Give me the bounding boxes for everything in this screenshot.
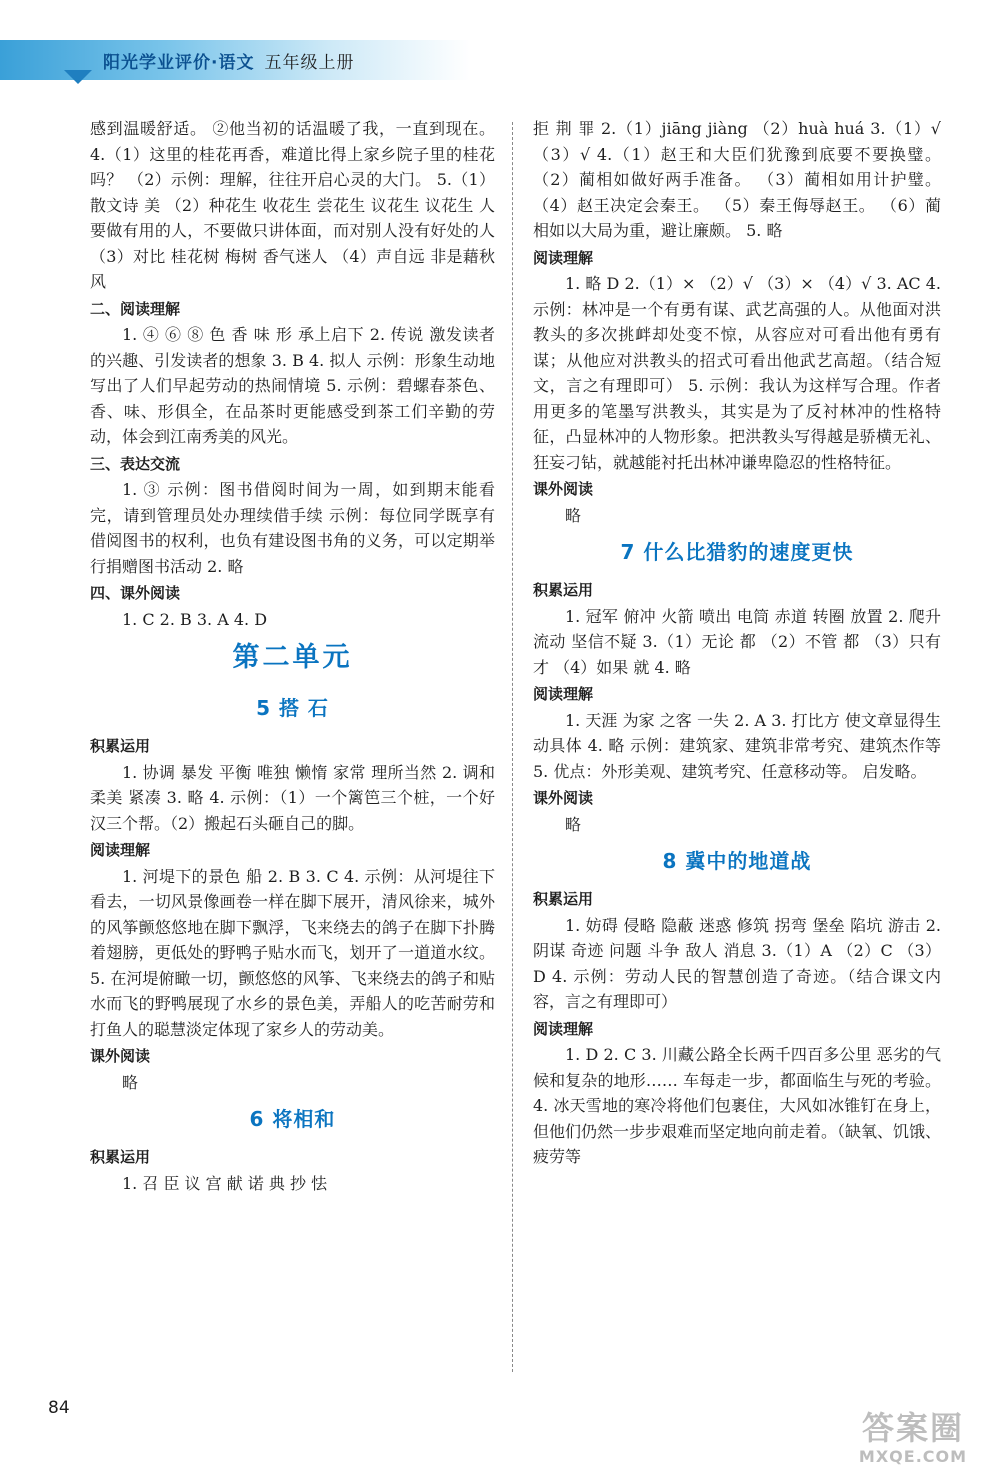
section-heading: 积累运用: [533, 890, 594, 908]
header-title: [103, 48, 354, 73]
answer-paragraph: 1. 协调 暴发 平衡 唯独 懒惰 家常 理所当然 2. 调和 柔美 紧凑 3. 略 4. 示例：（1）一个篱笆三个桩，一个好汉三个帮。（2）搬起石头砸自己的脚。: [90, 762, 495, 833]
lesson-title: 7 什么比猎豹的速度更快: [620, 540, 854, 564]
section-heading: 积累运用: [90, 1148, 151, 1166]
answer-paragraph: 1. 召 臣 议 宫 献 诺 典 抄 怯: [122, 1173, 328, 1193]
right-column: [533, 116, 941, 1170]
lesson-title: 8 冀中的地道战: [662, 849, 812, 873]
section-heading: 积累运用: [533, 581, 594, 599]
watermark-logo: [838, 1408, 988, 1474]
answer-paragraph: 拒 荆 罪 2.（1）jiāng jiàng （2）huà huá 3.（1）√ （3）√ 4.（1）赵王和大臣们犹豫到底要不要换璧。 （2）蔺相如做好两手准备。 （3）蔺相如用计护璧。 （4）赵王决定会秦王。 （5）秦王侮辱赵王。 （6）蔺相如以大局为重，避让廉颇。 5. 略: [533, 119, 941, 240]
section-heading: 阅读理解: [533, 1019, 594, 1038]
answer-paragraph: 1. 天涯 为家 之客 一失 2. A 3. 打比方 使文章显得生动具体 4. 略 示例：建筑家、建筑非常考究、建筑杰作等 5. 优点：外形美观、建筑考究、任意移动等。 启发略。: [533, 710, 941, 781]
answer-paragraph: 略: [565, 505, 582, 525]
section-heading: 四、课外阅读: [90, 584, 181, 602]
left-column: [90, 116, 495, 1196]
watermark-url: MXQE.COM: [858, 1447, 968, 1466]
answer-paragraph: 1. 冠军 俯冲 火箭 喷出 电筒 赤道 转圈 放置 2. 爬升 流动 坚信不疑 3.（1）无论 都 （2）不管 都 （3）只有 才 （4）如果 就 4. 略: [533, 606, 941, 677]
answer-paragraph: 1. C 2. B 3. A 4. D: [122, 609, 268, 629]
header-triangle-icon: [64, 70, 92, 84]
answer-paragraph: 1. 略 D 2.（1）× （2）√ （3）× （4）√ 3. AC 4. 示例：林冲是一个有勇有谋、武艺高强的人。从他面对洪教头的多次挑衅却处变不惊，从容应对可看出他有勇有谋；从他应对洪教头的招式可看出他武艺高超。（结合短文，言之有理即可） 5. 示例：我认为这样写合理。作者用更多的笔墨写洪教头，其实是为了反衬林冲的性格特征，凸显林冲的人物形象。把洪教头写得越是骄横无礼、狂妄刁钻，就越能衬托出林冲谦卑隐忍的性格特征。: [533, 274, 941, 472]
answer-paragraph: 1. ④ ⑥ ⑧ 色 香 味 形 承上启下 2. 传说 激发读者的兴趣、引发读者的想象 3. B 4. 拟人 示例：形象生动地写出了人们早起劳动的热闹情境 5. 示例：碧螺春茶色、香、味、形俱全，在品茶时更能感受到茶工们辛勤的劳动，体会到江南秀美的风光。: [90, 325, 495, 446]
watermark-text: 答案圈: [861, 1409, 964, 1447]
section-heading: 三、表达交流: [90, 454, 181, 473]
unit-title: 第二单元: [232, 642, 353, 673]
page-number: 84: [48, 1398, 70, 1418]
section-heading: 阅读理解: [533, 248, 594, 267]
section-heading: 课外阅读: [533, 480, 594, 498]
answer-paragraph: 1. 妨碍 侵略 隐蔽 迷惑 修筑 拐弯 堡垒 陷坑 游击 2. 阴谋 奇迹 问题 斗争 敌人 消息 3.（1）A （2）C （3）D 4. 示例：劳动人民的智慧创造了奇迹。（结合课文内容，言之有理即可）: [533, 915, 941, 1011]
grade-label: 五年级上册: [264, 53, 355, 73]
answer-paragraph: 1. 河堤下的景色 船 2. B 3. C 4. 示例：从河堤往下看去，一切风景像画卷一样在脚下展开，清风徐来，城外的风筝颤悠悠地在脚下飘浮，飞来绕去的鸽子在脚下扑腾着翅膀，更低处的野鸭子贴水而飞，划开了一道道水纹。 5. 在河堤俯瞰一切，颤悠悠的风筝、飞来绕去的鸽子和贴水而飞的野鸭展现了水乡的景色美，弄船人的吃苦耐劳和打鱼人的聪慧淡定体现了家乡人的劳动美。: [90, 866, 495, 1039]
lesson-title: 5 搭 石: [256, 696, 329, 720]
series-title: 阳光学业评价·语文: [103, 53, 255, 73]
answer-paragraph: 1. D 2. C 3. 川藏公路全长两千四百多公里 恶劣的气候和复杂的地形…… 车每走一步，都面临生与死的考验。 4. 冰天雪地的寒冷将他们包裹住，大风如冰锥钉在身上，但他们仍然一步步艰难而坚定地向前走着。（缺氧、饥饿、疲劳等: [533, 1045, 942, 1166]
answer-paragraph: 感到温暖舒适。 ②他当初的话温暖了我，一直到现在。 4.（1）这里的桂花再香，难道比得上家乡院子里的桂花吗？ （2）示例：理解，往往开启心灵的大门。 5.（1）散文诗 美 （2）种花生 收花生 尝花生 议花生 议花生 人要做有用的人，不要做只讲体面，而对别人没有好处的人 （3）对比 桂花树 梅树 香气迷人 （4）声自远 非是藉秋风: [90, 119, 495, 291]
lesson-title: 6 将相和: [249, 1107, 336, 1131]
section-heading: 阅读理解: [533, 685, 594, 703]
answer-paragraph: 略: [122, 1072, 139, 1092]
answer-paragraph: 1. ③ 示例：图书借阅时间为一周，如到期末能看完，请到管理员处办理续借手续 示例：每位同学既享有借阅图书的权利，也负有建设图书角的义务，可以定期举行捐赠图书活动 2. 略: [90, 480, 495, 576]
section-heading: 课外阅读: [533, 789, 594, 807]
section-heading: 课外阅读: [90, 1047, 151, 1065]
section-heading: 积累运用: [90, 737, 151, 755]
section-heading: 二、阅读理解: [90, 299, 181, 318]
section-heading: 阅读理解: [90, 841, 151, 859]
answer-paragraph: 略: [565, 814, 582, 834]
column-divider: [512, 122, 513, 1372]
